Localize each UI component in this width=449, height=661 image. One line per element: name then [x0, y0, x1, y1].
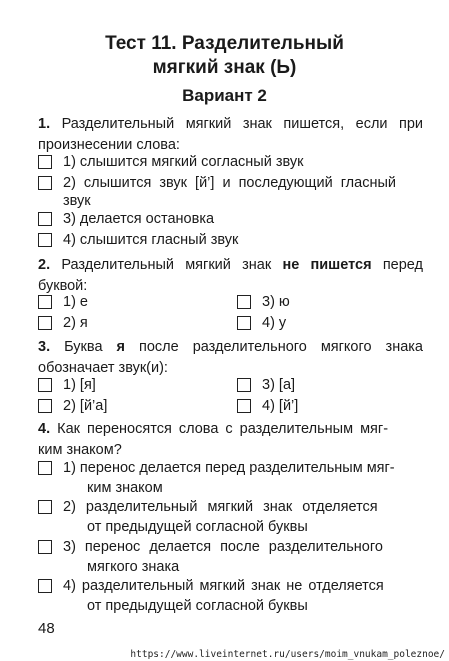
checkbox[interactable]	[38, 500, 52, 514]
checkbox[interactable]	[237, 316, 251, 330]
question-text: обозначает звук(и):	[38, 360, 168, 376]
question-number: 4.	[38, 421, 51, 437]
question-text: Буква	[64, 339, 103, 355]
option-label: 1) слышится мягкий согласный звук	[63, 154, 304, 170]
option-label-continued: мягкого знака	[87, 559, 180, 575]
question-emphasis: не пишется	[282, 257, 372, 273]
title-line-2: мягкий знак (Ь)	[152, 57, 297, 78]
option-label: 4) разделительный мягкий знак не отделяется	[63, 578, 384, 594]
question-number: 2.	[38, 257, 51, 273]
checkbox[interactable]	[237, 378, 251, 392]
question-text: ким знаком?	[38, 442, 122, 458]
question-3	[38, 337, 423, 379]
checkbox[interactable]	[237, 399, 251, 413]
question-text: перед	[382, 257, 424, 273]
checkbox[interactable]	[38, 540, 52, 554]
question-text: после разделительного мягкого знака	[139, 339, 423, 355]
option-label: 3) перенос делается после разделительного	[63, 539, 383, 555]
option-label: 2) разделительный мягкий знак отделяется	[63, 499, 378, 515]
question-2	[38, 255, 423, 297]
checkbox[interactable]	[237, 295, 251, 309]
q4-option-3[interactable]	[38, 537, 423, 577]
checkbox[interactable]	[38, 316, 52, 330]
option-label: 2) [й’а]	[63, 398, 108, 414]
question-emphasis: я	[116, 339, 125, 355]
option-label: 2) я	[63, 315, 88, 331]
q4-option-4[interactable]	[38, 576, 423, 616]
checkbox[interactable]	[38, 295, 52, 309]
question-1	[38, 114, 423, 156]
q4-option-1[interactable]	[38, 458, 423, 498]
option-label: 3) делается остановка	[63, 211, 215, 227]
question-text: буквой:	[38, 278, 88, 294]
option-label: 4) [й’]	[262, 398, 299, 414]
option-label: 4) слышится гласный звук	[63, 232, 239, 248]
option-label: 3) ю	[262, 294, 290, 310]
checkbox[interactable]	[38, 176, 52, 190]
option-label-continued: от предыдущей согласной буквы	[87, 598, 308, 614]
option-label: 1) перенос делается перед разделительным мяг-	[63, 460, 395, 476]
question-text: Как переносятся слова с разделительным мяг-	[57, 421, 389, 437]
test-title	[0, 32, 449, 80]
option-label-continued: звук	[63, 193, 91, 209]
checkbox[interactable]	[38, 233, 52, 247]
checkbox[interactable]	[38, 212, 52, 226]
title-line-1: Тест 11. Разделительный	[105, 33, 344, 54]
question-4	[38, 419, 423, 461]
question-text: Разделительный мягкий знак	[61, 257, 272, 273]
option-label: 3) [а]	[262, 377, 296, 393]
variant-heading: Вариант 2	[182, 86, 267, 105]
option-label: 2) слышится звук [й’] и последующий гласный	[63, 175, 396, 191]
option-label: 4) у	[262, 315, 287, 331]
page-number: 48	[38, 620, 55, 637]
source-url[interactable]: https://www.liveinternet.ru/users/moim_vnukam_poleznoe/	[130, 649, 445, 660]
option-label: 1) е	[63, 294, 88, 310]
question-number: 1.	[38, 116, 51, 132]
checkbox[interactable]	[38, 461, 52, 475]
checkbox[interactable]	[38, 399, 52, 413]
option-label-continued: ким знаком	[87, 480, 163, 496]
question-number: 3.	[38, 339, 51, 355]
option-label: 1) [я]	[63, 377, 96, 393]
q4-option-2[interactable]	[38, 497, 423, 537]
checkbox[interactable]	[38, 579, 52, 593]
question-text: Разделительный мягкий знак пишется, если при произнесении слова:	[38, 116, 423, 153]
option-label-continued: от предыдущей согласной буквы	[87, 519, 308, 535]
checkbox[interactable]	[38, 155, 52, 169]
checkbox[interactable]	[38, 378, 52, 392]
